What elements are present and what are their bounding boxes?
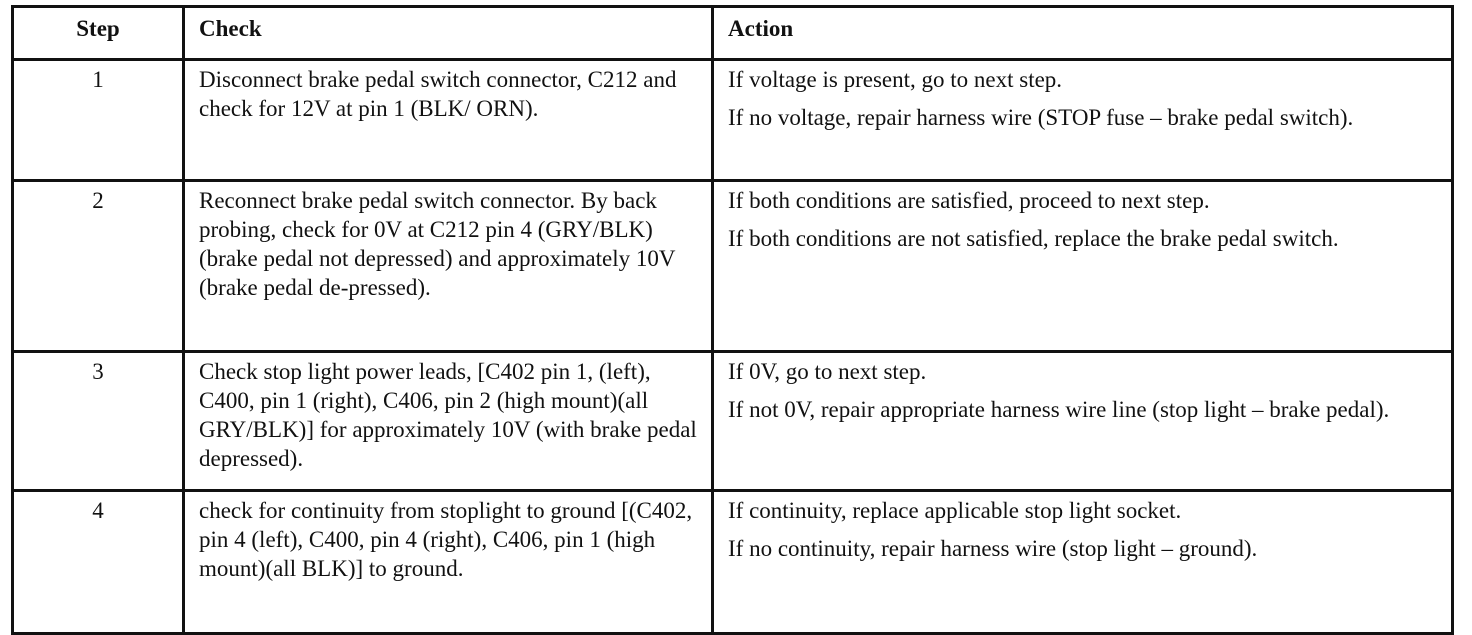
action-line: If no voltage, repair harness wire (STOP fuse – brake pedal switch). [728,105,1354,130]
action-cell [713,352,1453,491]
action-cell [713,491,1453,634]
action-line: If voltage is present, go to next step. [728,67,1063,92]
step-number: 1 [13,60,184,181]
action-line: If continuity, replace applicable stop light socket. [728,498,1182,523]
step-number: 3 [13,352,184,491]
action-line: If both conditions are satisfied, proceed to next step. [728,188,1210,213]
check-text: check for continuity from stoplight to ground [(C402, pin 4 (left), C400, pin 4 (right), C406, pin 1 (high mount)(all BLK)] to ground. [184,491,713,634]
check-text: Disconnect brake pedal switch connector, C212 and check for 12V at pin 1 (BLK/ ORN). [184,60,713,181]
header-check: Check [184,7,713,60]
table-row [13,60,1453,181]
header-action: Action [713,7,1453,60]
diagnostic-table [11,5,1454,635]
header-row [13,7,1453,60]
action-cell [713,181,1453,352]
check-text: Reconnect brake pedal switch connector. By back probing, check for 0V at C212 pin 4 (GRY/BLK) (brake pedal not depressed) and approximately 10V (brake pedal de-pressed). [184,181,713,352]
action-line: If both conditions are not satisfied, replace the brake pedal switch. [728,226,1339,251]
table-row [13,352,1453,491]
action-line: If no continuity, repair harness wire (stop light – ground). [728,536,1258,561]
step-number: 2 [13,181,184,352]
action-cell [713,60,1453,181]
action-line: If not 0V, repair appropriate harness wire line (stop light – brake pedal). [728,397,1390,422]
table-row [13,491,1453,634]
action-line: If 0V, go to next step. [728,359,927,384]
header-step: Step [13,7,184,60]
table-row [13,181,1453,352]
step-number: 4 [13,491,184,634]
check-text: Check stop light power leads, [C402 pin 1, (left), C400, pin 1 (right), C406, pin 2 (high mount)(all GRY/BLK)] for approximately 10V (with brake pedal depressed). [184,352,713,491]
